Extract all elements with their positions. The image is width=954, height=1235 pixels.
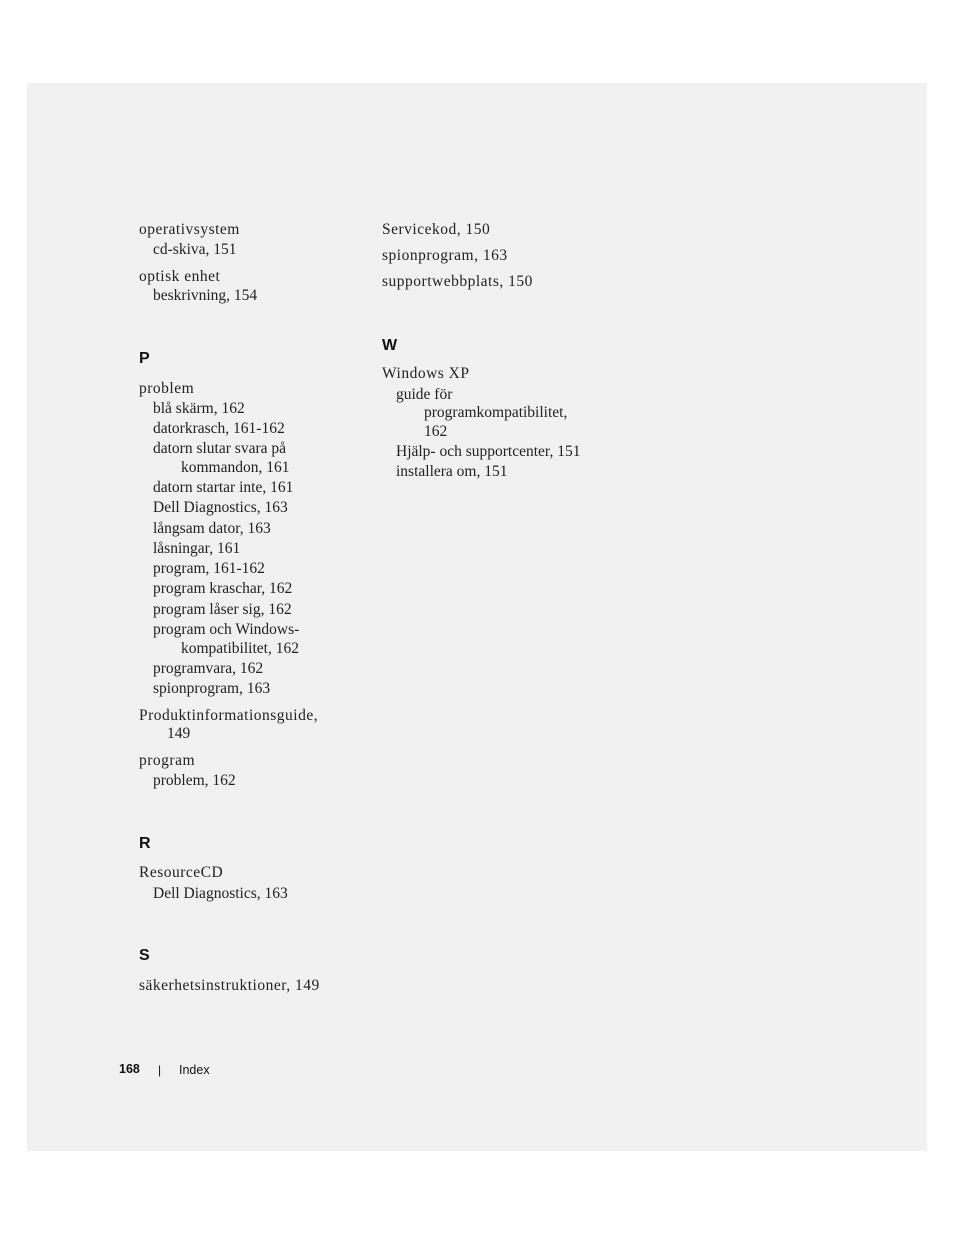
index-entry-spionprogram: spionprogram, 163 <box>382 247 508 264</box>
index-subentry: låsningar, 161 <box>153 540 241 557</box>
index-subentry: program, 161-162 <box>153 560 265 577</box>
index-subentry: guide för <box>396 386 453 403</box>
section-letter-s: S <box>139 947 150 964</box>
page-number: 168 <box>119 1062 140 1076</box>
index-subentry: Hjälp- och supportcenter, 151 <box>396 443 581 460</box>
index-entry-program: program <box>139 752 196 769</box>
index-subentry: Dell Diagnostics, 163 <box>153 499 288 516</box>
page-sheet <box>27 83 927 1151</box>
index-subentry: Dell Diagnostics, 163 <box>153 885 288 902</box>
index-subentry: långsam dator, 163 <box>153 520 271 537</box>
index-entry-sakerhetsinstruktioner: säkerhetsinstruktioner, 149 <box>139 977 320 994</box>
index-subentry: blå skärm, 162 <box>153 400 245 417</box>
index-subentry-continued: 162 <box>424 423 448 440</box>
index-subentry: program låser sig, 162 <box>153 601 292 618</box>
index-entry-continued: 149 <box>167 725 191 742</box>
section-letter-r: R <box>139 835 151 852</box>
index-subentry-continued: kommandon, 161 <box>181 459 290 476</box>
index-subentry: installera om, 151 <box>396 463 508 480</box>
index-entry-supportwebbplats: supportwebbplats, 150 <box>382 273 533 290</box>
section-letter-p: P <box>139 350 150 367</box>
index-subentry: cd-skiva, 151 <box>153 241 237 258</box>
index-entry-problem: problem <box>139 380 195 397</box>
index-subentry: beskrivning, 154 <box>153 287 258 304</box>
footer-separator: | <box>158 1063 162 1077</box>
index-entry-resourcecd: ResourceCD <box>139 864 224 881</box>
index-entry-operativsystem: operativsystem <box>139 221 240 238</box>
index-entry-windows-xp: Windows XP <box>382 365 470 382</box>
index-subentry: program och Windows- <box>153 621 300 638</box>
index-subentry-continued: kompatibilitet, 162 <box>181 640 299 657</box>
index-entry-servicekod: Servicekod, 150 <box>382 221 491 238</box>
index-subentry: program kraschar, 162 <box>153 580 293 597</box>
index-subentry: spionprogram, 163 <box>153 680 271 697</box>
index-subentry: datorkrasch, 161-162 <box>153 420 285 437</box>
index-entry-produktinformationsguide: Produktinformationsguide, <box>139 707 319 724</box>
index-entry-optisk-enhet: optisk enhet <box>139 268 221 285</box>
index-subentry: problem, 162 <box>153 772 236 789</box>
index-subentry: datorn slutar svara på <box>153 440 286 457</box>
index-subentry-continued: programkompatibilitet, <box>424 404 568 421</box>
index-subentry: datorn startar inte, 161 <box>153 479 294 496</box>
section-letter-w: W <box>382 337 398 354</box>
footer-section-title: Index <box>179 1063 210 1077</box>
index-subentry: programvara, 162 <box>153 660 264 677</box>
